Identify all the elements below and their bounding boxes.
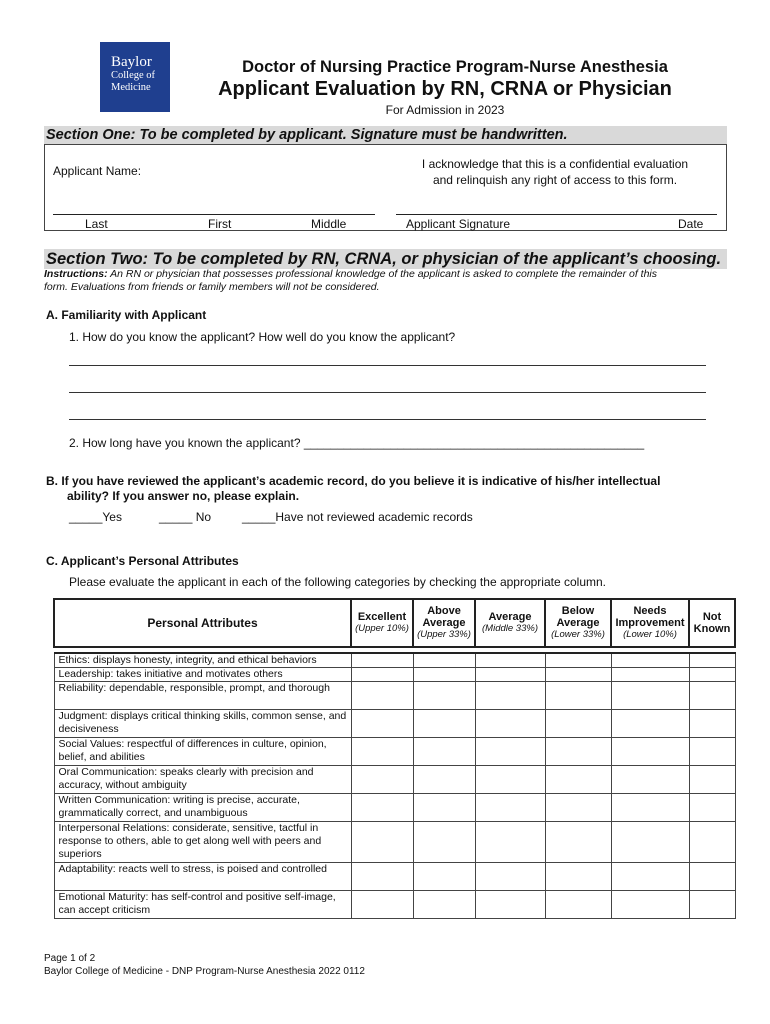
rating-cell-average[interactable] bbox=[475, 794, 545, 822]
rating-cell-average[interactable] bbox=[475, 668, 545, 682]
rating-cell-excellent[interactable] bbox=[351, 710, 413, 738]
rating-cell-average[interactable] bbox=[475, 738, 545, 766]
attribute-label: Reliability: dependable, responsible, prompt, and thorough bbox=[54, 682, 351, 710]
attribute-row bbox=[54, 766, 735, 794]
program-title: Doctor of Nursing Practice Program-Nurse Anesthesia bbox=[242, 58, 668, 76]
rating-cell-not-known[interactable] bbox=[689, 682, 735, 710]
instructions-label: Instructions: bbox=[44, 268, 108, 280]
rating-cell-not-known[interactable] bbox=[689, 863, 735, 891]
column-header-not-known: Not Known bbox=[689, 599, 735, 647]
attribute-row bbox=[54, 682, 735, 710]
rating-cell-above-average[interactable] bbox=[413, 653, 475, 668]
rating-cell-below-average[interactable] bbox=[545, 668, 611, 682]
first-name-label: First bbox=[208, 217, 232, 231]
section-one-heading: Section One: To be completed by applicant. Signature must be handwritten. bbox=[44, 126, 727, 144]
form-title: Applicant Evaluation by RN, CRNA or Physician bbox=[218, 78, 672, 100]
question-1: 1. How do you know the applicant? How well do you know the applicant? bbox=[69, 330, 456, 344]
applicant-signature-field[interactable] bbox=[396, 214, 717, 215]
attribute-label: Written Communication: writing is precise, accurate, grammatically correct, and unambiguous bbox=[54, 794, 351, 822]
section-two-heading: Section Two: To be completed by RN, CRNA, or physician of the applicant’s choosing. bbox=[44, 249, 727, 269]
logo-line-3: Medicine bbox=[111, 82, 151, 93]
rating-cell-above-average[interactable] bbox=[413, 738, 475, 766]
rating-cell-excellent[interactable] bbox=[351, 738, 413, 766]
rating-cell-below-average[interactable] bbox=[545, 794, 611, 822]
acknowledgement-text bbox=[405, 156, 705, 188]
rating-cell-excellent[interactable] bbox=[351, 766, 413, 794]
rating-cell-above-average[interactable] bbox=[413, 682, 475, 710]
rating-cell-above-average[interactable] bbox=[413, 710, 475, 738]
rating-cell-average[interactable] bbox=[475, 682, 545, 710]
option-no[interactable]: _____ No bbox=[159, 510, 212, 524]
option-not-reviewed[interactable]: _____Have not reviewed academic records bbox=[242, 510, 473, 524]
column-header-above-average: Above Average (Upper 33%) bbox=[413, 599, 475, 647]
footer bbox=[44, 952, 365, 978]
attribute-label: Emotional Maturity: has self-control and positive self-image, can accept criticism bbox=[54, 891, 351, 919]
rating-cell-above-average[interactable] bbox=[413, 891, 475, 919]
instructions-text-2: form. Evaluations from friends or family members will not be considered. bbox=[44, 281, 380, 293]
rating-cell-not-known[interactable] bbox=[689, 710, 735, 738]
rating-cell-below-average[interactable] bbox=[545, 682, 611, 710]
rating-cell-not-known[interactable] bbox=[689, 766, 735, 794]
rating-cell-excellent[interactable] bbox=[351, 668, 413, 682]
attribute-label: Leadership: takes initiative and motivates others bbox=[54, 668, 351, 682]
attribute-label: Adaptability: reacts well to stress, is poised and controlled bbox=[54, 863, 351, 891]
logo-line-2: College of bbox=[111, 70, 156, 81]
rating-cell-needs-improvement[interactable] bbox=[611, 682, 689, 710]
answer-line-2[interactable] bbox=[69, 392, 706, 393]
attribute-label: Judgment: displays critical thinking skills, common sense, and decisiveness bbox=[54, 710, 351, 738]
part-a-heading: A. Familiarity with Applicant bbox=[46, 308, 207, 322]
rating-cell-excellent[interactable] bbox=[351, 822, 413, 863]
rating-cell-average[interactable] bbox=[475, 653, 545, 668]
attribute-row bbox=[54, 710, 735, 738]
rating-cell-needs-improvement[interactable] bbox=[611, 653, 689, 668]
rating-cell-needs-improvement[interactable] bbox=[611, 822, 689, 863]
attribute-row bbox=[54, 653, 735, 668]
date-label: Date bbox=[678, 217, 704, 231]
option-yes[interactable]: _____Yes bbox=[69, 510, 122, 524]
attribute-row bbox=[54, 822, 735, 863]
rating-cell-needs-improvement[interactable] bbox=[611, 668, 689, 682]
attribute-row bbox=[54, 738, 735, 766]
applicant-name-label: Applicant Name: bbox=[53, 164, 142, 178]
answer-line-1[interactable] bbox=[69, 365, 706, 366]
rating-cell-below-average[interactable] bbox=[545, 822, 611, 863]
rating-cell-needs-improvement[interactable] bbox=[611, 766, 689, 794]
column-header-attributes: Personal Attributes bbox=[54, 599, 351, 647]
part-c-intro: Please evaluate the applicant in each of the following categories by checking the appropriate column. bbox=[69, 575, 607, 589]
ack-line-2: and relinquish any right of access to this form. bbox=[432, 173, 678, 187]
rating-cell-excellent[interactable] bbox=[351, 891, 413, 919]
signature-label: Applicant Signature bbox=[406, 217, 511, 231]
rating-cell-not-known[interactable] bbox=[689, 891, 735, 919]
middle-name-label: Middle bbox=[311, 217, 347, 231]
rating-cell-above-average[interactable] bbox=[413, 822, 475, 863]
rating-cell-excellent[interactable] bbox=[351, 653, 413, 668]
rating-cell-above-average[interactable] bbox=[413, 863, 475, 891]
ack-line-1: I acknowledge that this is a confidential evaluation bbox=[421, 157, 689, 171]
rating-cell-average[interactable] bbox=[475, 822, 545, 863]
column-header-average: Average (Middle 33%) bbox=[475, 599, 545, 647]
part-b-heading-line-1: B. If you have reviewed the applicant’s academic record, do you believe it is indicative of his/her intellectual bbox=[46, 474, 661, 488]
attribute-row bbox=[54, 891, 735, 919]
rating-cell-average[interactable] bbox=[475, 863, 545, 891]
document-id: Baylor College of Medicine - DNP Program-Nurse Anesthesia 2022 0112 bbox=[44, 966, 365, 977]
question-2: 2. How long have you known the applicant? ___________________________________________________ bbox=[69, 436, 645, 450]
rating-cell-needs-improvement[interactable] bbox=[611, 863, 689, 891]
last-name-label: Last bbox=[85, 217, 108, 231]
rating-cell-needs-improvement[interactable] bbox=[611, 794, 689, 822]
rating-cell-average[interactable] bbox=[475, 766, 545, 794]
applicant-name-field[interactable] bbox=[53, 214, 375, 215]
part-c-heading: C. Applicant’s Personal Attributes bbox=[46, 554, 239, 568]
rating-cell-excellent[interactable] bbox=[351, 682, 413, 710]
personal-attributes-table bbox=[53, 598, 734, 916]
rating-cell-above-average[interactable] bbox=[413, 668, 475, 682]
attribute-row bbox=[54, 863, 735, 891]
attribute-label: Oral Communication: speaks clearly with precision and accuracy, without ambiguity bbox=[54, 766, 351, 794]
rating-cell-above-average[interactable] bbox=[413, 794, 475, 822]
rating-cell-below-average[interactable] bbox=[545, 710, 611, 738]
attribute-row bbox=[54, 668, 735, 682]
rating-cell-needs-improvement[interactable] bbox=[611, 891, 689, 919]
column-header-needs-improvement: Needs Improvement (Lower 10%) bbox=[611, 599, 689, 647]
baylor-logo bbox=[100, 42, 170, 112]
rating-cell-needs-improvement[interactable] bbox=[611, 710, 689, 738]
rating-cell-not-known[interactable] bbox=[689, 653, 735, 668]
column-header-excellent: Excellent (Upper 10%) bbox=[351, 599, 413, 647]
rating-cell-below-average[interactable] bbox=[545, 738, 611, 766]
instructions bbox=[44, 268, 734, 294]
rating-cell-not-known[interactable] bbox=[689, 822, 735, 863]
attribute-row bbox=[54, 794, 735, 822]
rating-cell-excellent[interactable] bbox=[351, 794, 413, 822]
answer-line-3[interactable] bbox=[69, 419, 706, 420]
rating-cell-not-known[interactable] bbox=[689, 738, 735, 766]
rating-cell-below-average[interactable] bbox=[545, 766, 611, 794]
rating-cell-average[interactable] bbox=[475, 710, 545, 738]
rating-cell-below-average[interactable] bbox=[545, 891, 611, 919]
admission-year: For Admission in 2023 bbox=[385, 103, 505, 117]
attribute-label: Ethics: displays honesty, integrity, and ethical behaviors bbox=[54, 653, 351, 668]
attribute-label: Interpersonal Relations: considerate, sensitive, tactful in response to others, able to get along well with peers and superiors bbox=[54, 822, 351, 863]
rating-cell-excellent[interactable] bbox=[351, 863, 413, 891]
rating-cell-below-average[interactable] bbox=[545, 863, 611, 891]
rating-cell-below-average[interactable] bbox=[545, 653, 611, 668]
rating-cell-needs-improvement[interactable] bbox=[611, 738, 689, 766]
column-header-below-average: Below Average (Lower 33%) bbox=[545, 599, 611, 647]
attribute-label: Social Values: respectful of differences in culture, opinion, belief, and abilities bbox=[54, 738, 351, 766]
page-number: Page 1 of 2 bbox=[44, 953, 96, 964]
logo-line-1: Baylor bbox=[111, 54, 152, 70]
rating-cell-above-average[interactable] bbox=[413, 766, 475, 794]
rating-cell-average[interactable] bbox=[475, 891, 545, 919]
instructions-text: An RN or physician that possesses professional knowledge of the applicant is asked to complete the remainder of this bbox=[107, 268, 658, 280]
rating-cell-not-known[interactable] bbox=[689, 794, 735, 822]
part-b-heading-line-2: ability? If you answer no, please explain. bbox=[67, 489, 300, 503]
rating-cell-not-known[interactable] bbox=[689, 668, 735, 682]
